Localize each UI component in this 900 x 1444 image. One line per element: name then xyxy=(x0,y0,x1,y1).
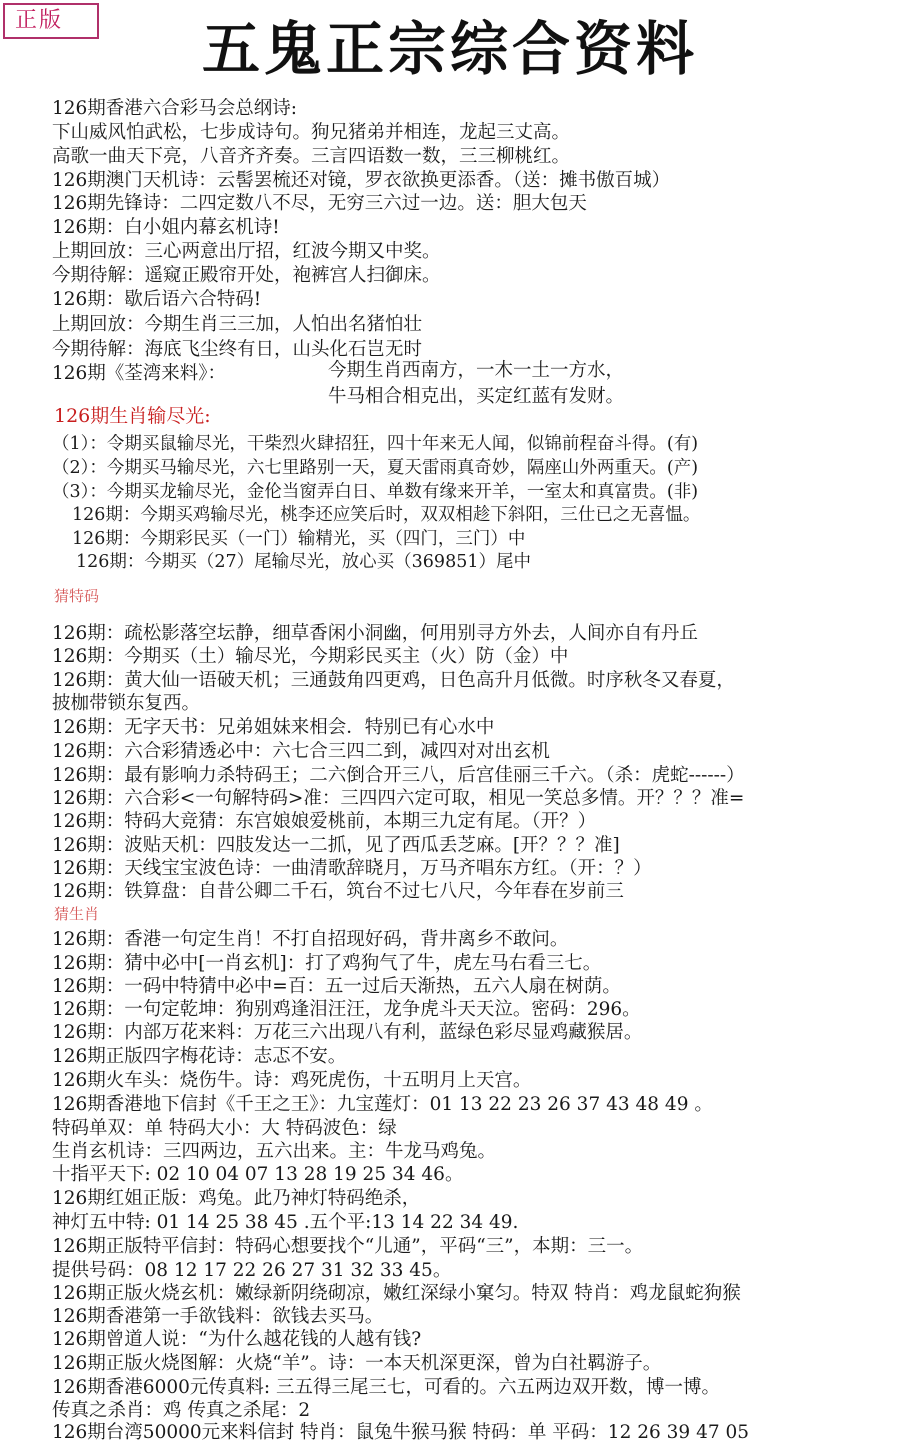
text-line: 126期香港地下信封《千王之王》：九宝莲灯：01 13 22 23 26 37 43 48 49 。 xyxy=(52,1094,713,1115)
text-line: 126期先锋诗：二四定数八不尽，无穷三六过一边。送：胆大包天 xyxy=(52,193,587,214)
text-line: 126期：一码中特猜中必中=百：五一过后天渐热，五六人扇在树荫。 xyxy=(52,976,621,997)
text-line: 126期：最有影响力杀特码王；二六倒合开三八，后宫佳丽三千六。（杀：虎蛇------） xyxy=(52,765,745,786)
text-line: 126期正版四字梅花诗：志忑不安。 xyxy=(52,1046,347,1067)
text-line: （3）：今期买龙输尽光，金伦当窗弄白日、单数有缘来开羊，一室太和真富贵。(非) xyxy=(52,482,699,502)
text-line: 126期：白小姐内幕玄机诗! xyxy=(52,217,280,238)
text-line: 高歌一曲天下亮，八音齐齐奏。三言四语数一数，三三柳桃红。 xyxy=(52,146,571,167)
text-line: 上期回放：三心两意出厅招，红波今期又中奖。 xyxy=(52,241,441,262)
text-line: 126期：今期买（土）输尽光，今期彩民买主（火）防（金）中 xyxy=(52,646,569,667)
text-line: 126期：歇后语六合特码! xyxy=(52,289,262,310)
text-line: 今期待解：遥窥正殿帘开处，袍裤宫人扫御床。 xyxy=(52,265,441,286)
text-line: 126期：波贴天机：四肢发达一二抓，见了西瓜丢芝麻。[开？？？准] xyxy=(52,835,620,856)
text-line: 126期：一句定乾坤：狗别鸡逢泪汪汪，龙争虎斗天天泣。密码：296。 xyxy=(52,999,641,1020)
text-line: 126期台湾50000元来料信封 特肖：鼠兔牛猴马猴 特码：单 平码：12 26 39 47 05 xyxy=(52,1422,750,1443)
section-heading: 猜生肖 xyxy=(54,905,100,923)
text-line: 神灯五中特: 01 14 25 38 45 .五个平:13 14 22 34 49. xyxy=(52,1212,519,1233)
text-line: 126期：今期买（27）尾输尽光，放心买（369851）尾中 xyxy=(76,552,531,572)
text-line: 126期：今期买鸡输尽光，桃李还应笑后时，双双相趁下斜阳，三仕已之无喜愠。 xyxy=(72,505,701,525)
text-line: 126期：铁算盘：自昔公卿二千石，筑台不过七八尺，今年春在岁前三 xyxy=(52,881,624,902)
text-line: 126期《荃湾来料》： xyxy=(52,363,227,384)
text-line: 126期澳门天机诗：云髻罢梳还对镜，罗衣欲换更添香。（送：摊书傲百城） xyxy=(52,170,671,191)
text-line: 126期香港六合彩马会总纲诗: xyxy=(52,98,298,119)
text-line: 126期正版火烧图解：火烧“羊”。诗：一本天机深更深，曾为白社羁游子。 xyxy=(52,1353,662,1374)
text-line: 牛马相合相克出，买定红蓝有发财。 xyxy=(328,386,625,407)
page-title: 五鬼正宗综合资料 xyxy=(201,15,698,83)
text-line: （2）：今期买马输尽光，六七里路别一天，夏天雷雨真奇妙，隔座山外两重天。(产) xyxy=(52,458,699,478)
text-line: （1）：令期买鼠输尽光，干柴烈火肆招狂，四十年来无人闻，似锦前程奋斗得。(有) xyxy=(52,434,699,454)
text-line: 传真之杀肖：鸡 传真之杀尾：2 xyxy=(52,1400,311,1421)
text-line: 126期香港6000元传真料: 三五得三尾三七，可看的。六五两边双开数，博一博。 xyxy=(52,1377,721,1398)
text-line: 126期红姐正版：鸡兔。此乃神灯特码绝杀， xyxy=(52,1188,421,1209)
text-line: 126期：无字天书：兄弟姐妹来相会．特别已有心水中 xyxy=(52,717,495,738)
text-line: 126期：六合彩<一句解特码>准：三四四六定可取，相见一笑总多情。开？？？准= xyxy=(52,788,745,809)
text-line: 126期：六合彩猜透必中：六七合三四二到，减四对对出玄机 xyxy=(52,741,550,762)
text-line: 特码单双：单 特码大小：大 特码波色：绿 xyxy=(52,1118,397,1139)
text-line: 126期曾道人说：“为什么越花钱的人越有钱? xyxy=(52,1329,422,1350)
text-line: 上期回放：今期生肖三三加，人怕出名猪怕壮 xyxy=(52,314,423,335)
edition-badge: 正版 xyxy=(3,3,99,39)
text-line: 提供号码：08 12 17 22 26 27 31 32 33 45。 xyxy=(52,1260,452,1281)
text-line: 今期待解：海底飞尘终有日，山头化石岂无时 xyxy=(52,339,423,360)
section-heading: 猜特码 xyxy=(54,587,100,605)
text-line: 126期：疏松影落空坛静，细草香闲小洞幽，何用别寻方外去，人间亦自有丹丘 xyxy=(52,623,698,644)
text-line: 126期正版特平信封：特码心想要找个“儿通”，平码“三”，本期：三一。 xyxy=(52,1236,644,1257)
text-line: 披枷带锁东复西。 xyxy=(52,693,201,714)
text-line: 今期生肖西南方，一木一土一方水， xyxy=(328,360,625,381)
text-line: 126期：香港一句定生肖！不打自招现好码，背井离乡不敢问。 xyxy=(52,929,569,950)
text-line: 126期香港第一手欲钱料：欲钱去买马。 xyxy=(52,1306,384,1327)
text-line: 126期：今期彩民买（一门）输精光，买（四门，三门）中 xyxy=(72,529,526,549)
text-line: 126期：黄大仙一语破天机；三通鼓角四更鸡，日色高升月低微。时序秋冬又春夏， xyxy=(52,670,735,691)
text-line: 126期：内部万花来料：万花三六出现八有利，蓝绿色彩尽显鸡藏猴居。 xyxy=(52,1022,643,1043)
text-line: 生肖玄机诗：三四两边，五六出来。主：牛龙马鸡兔。 xyxy=(52,1141,497,1162)
text-line: 126期：特码大竞猜：东宫娘娘爱桃前，本期三九定有尾。（开？） xyxy=(52,811,597,832)
section-heading: 126期生肖输尽光: xyxy=(54,405,211,427)
text-line: 下山威风怕武松，七步成诗句。狗兄猪弟并相连，龙起三丈高。 xyxy=(52,122,571,143)
text-line: 126期正版火烧玄机：嫩绿新阴绕砌凉，嫩红深绿小窠匀。特双 特肖：鸡龙鼠蛇狗猴 xyxy=(52,1283,741,1304)
text-line: 十指平天下: 02 10 04 07 13 28 19 25 34 46。 xyxy=(52,1164,464,1185)
text-line: 126期火车头：烧伤牛。诗：鸡死虎伤，十五明月上天宫。 xyxy=(52,1070,532,1091)
text-line: 126期：猜中必中[一肖玄机]：打了鸡狗气了牛，虎左马右看三七。 xyxy=(52,953,602,974)
text-line: 126期：天线宝宝波色诗：一曲清歌辞晓月，万马齐唱东方红。（开：？） xyxy=(52,858,652,879)
